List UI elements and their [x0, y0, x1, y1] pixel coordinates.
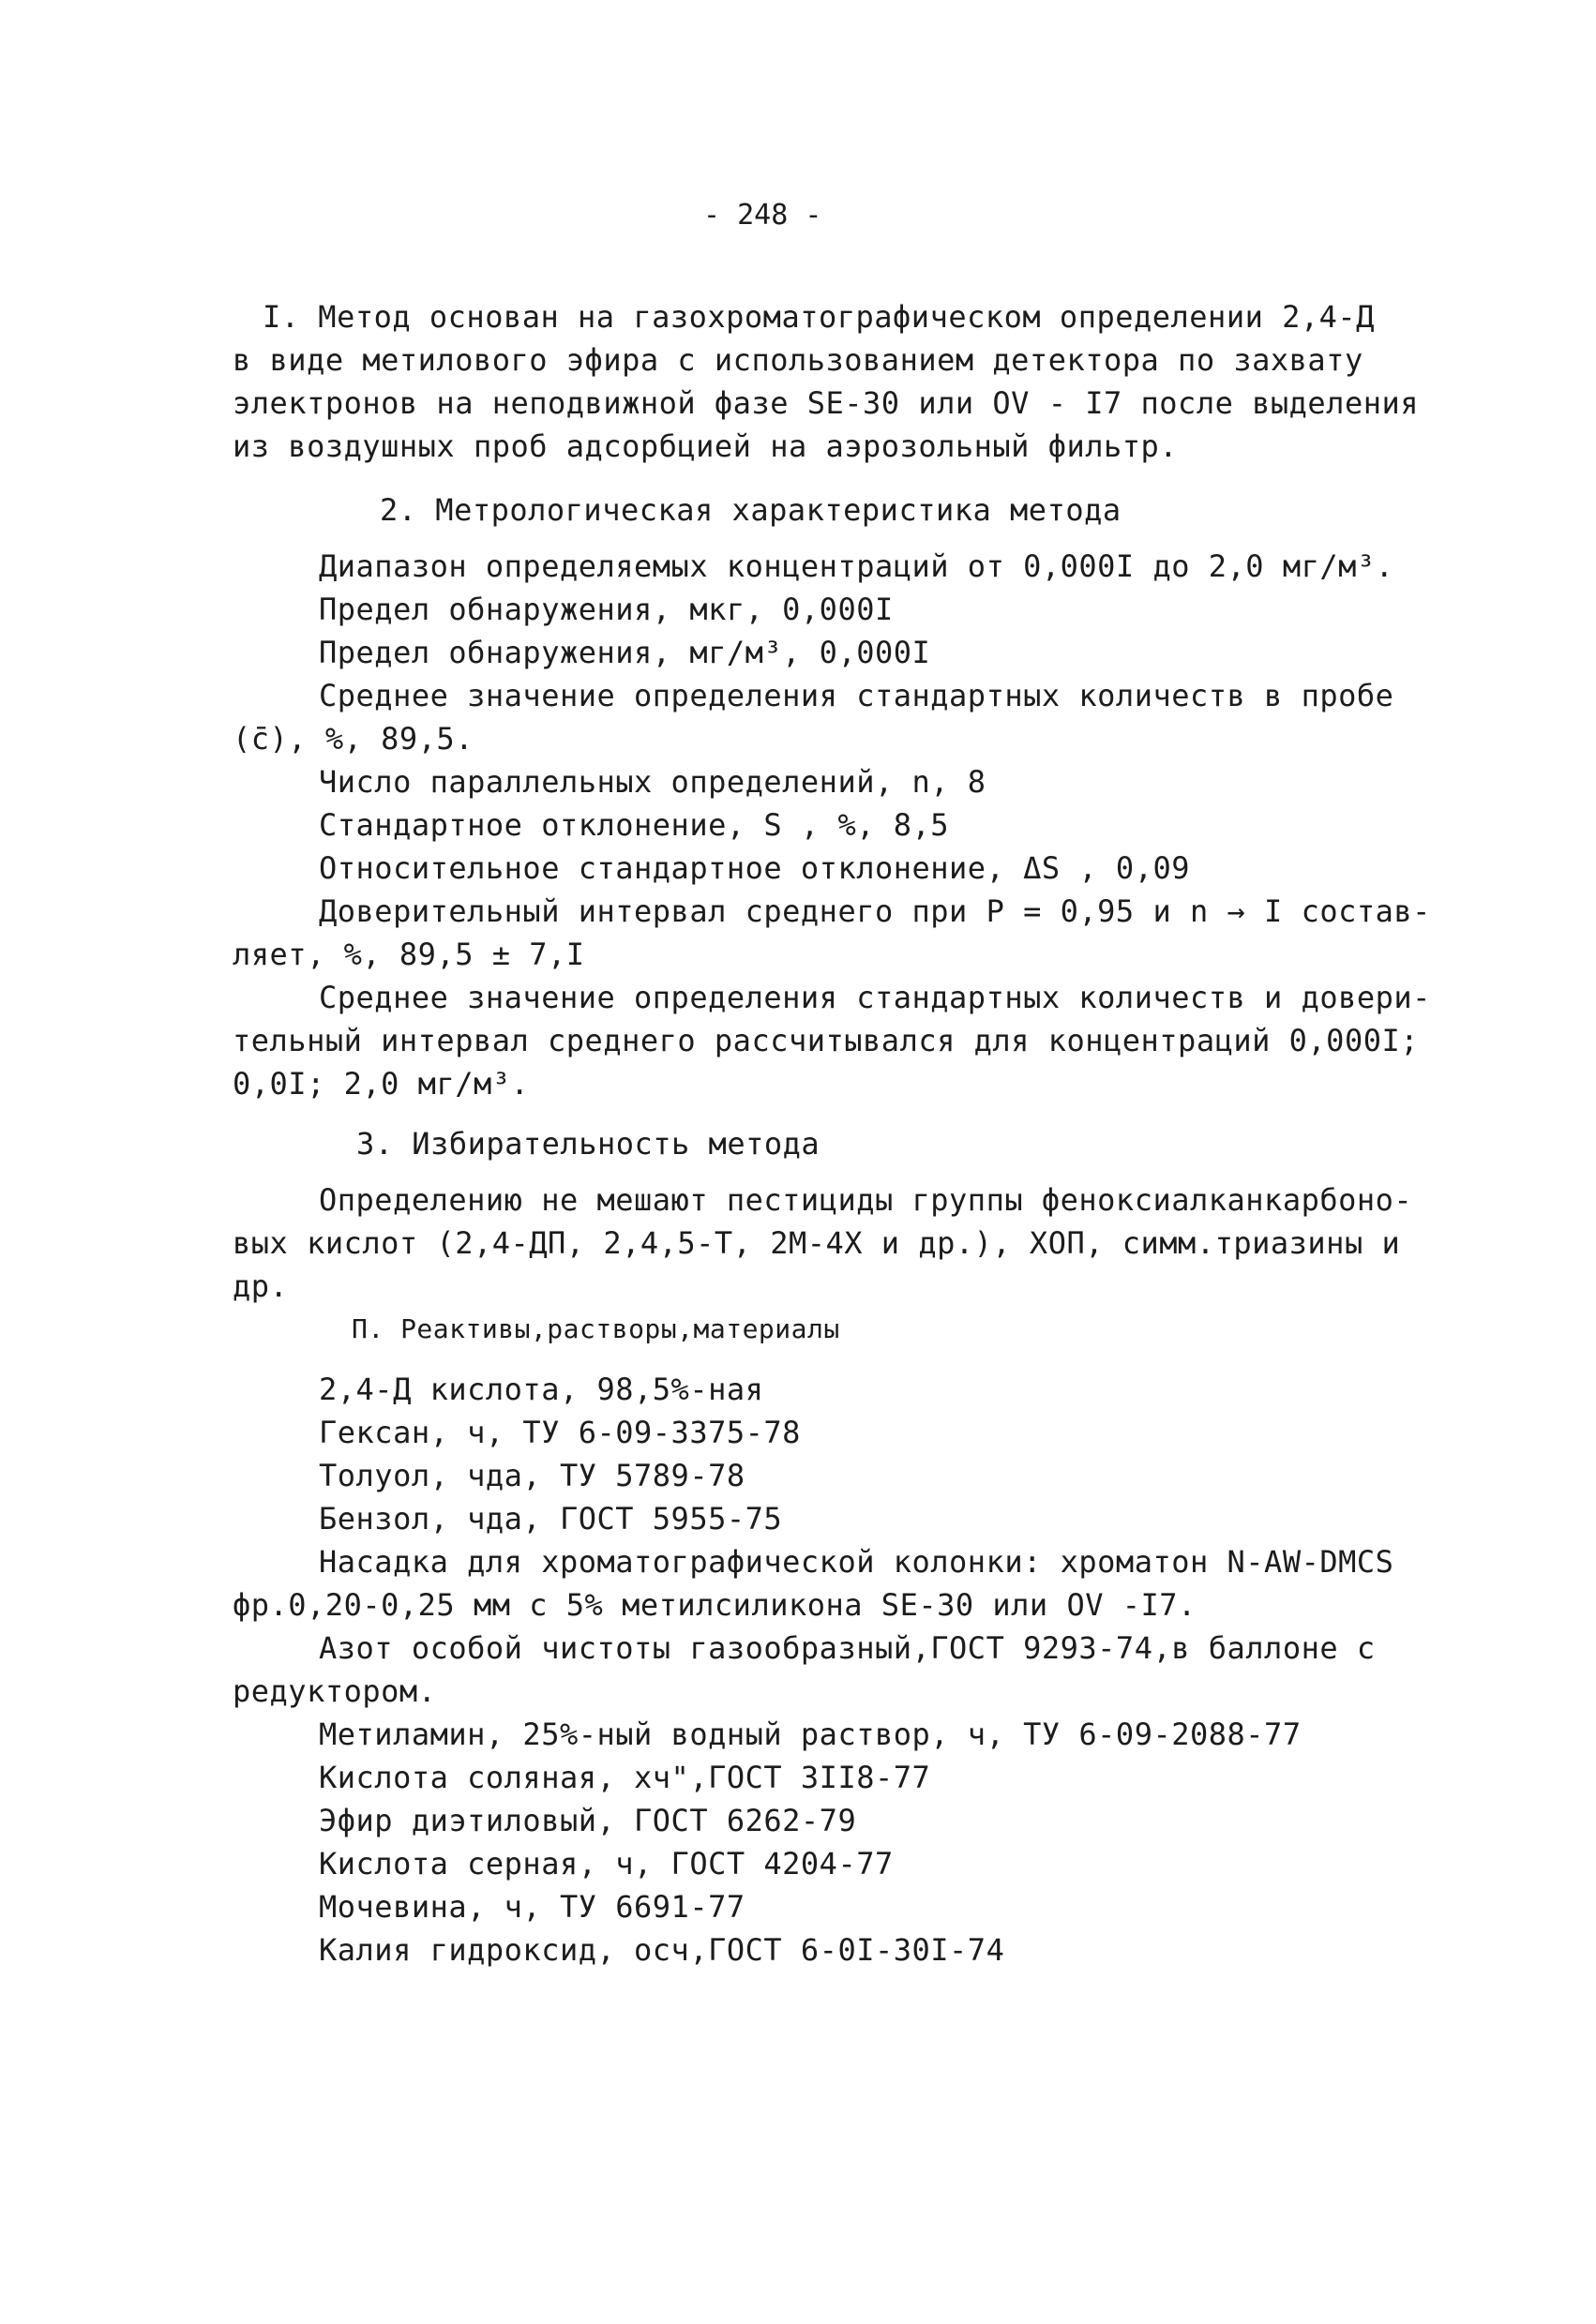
- calc-line2: тельный интервал среднего рассчитывался для концентраций 0,000I;: [233, 1023, 1419, 1058]
- page-number: - 248 -: [703, 199, 822, 232]
- range-line: Диапазон определяемых концентраций от 0,000I до 2,0 мг/м³.: [319, 548, 1394, 584]
- section3-line3: др.: [233, 1268, 289, 1304]
- reagent-item: Кислота соляная, хч",ГОСТ 3II8-77: [319, 1760, 931, 1795]
- reagent-item: 2,4-Д кислота, 98,5%-ная: [319, 1372, 764, 1407]
- reagent-item: Эфир диэтиловый, ГОСТ 6262-79: [319, 1803, 857, 1838]
- section3-line1: Определению не мешают пестициды группы феноксиалканкарбоно-: [319, 1182, 1413, 1218]
- reagent-item: Кислота серная, ч, ГОСТ 4204-77: [319, 1846, 894, 1882]
- conf-line1: Доверительный интервал среднего при P = 0,95 и n → I состав-: [319, 893, 1431, 929]
- rel-std-dev-line: Относительное стандартное отклонение, ΔS , 0,09: [319, 850, 1190, 886]
- reagent-item: Мочевина, ч, ТУ 6691-77: [319, 1889, 745, 1925]
- section3-heading: 3. Избирательность метода: [356, 1126, 821, 1162]
- limit-mgm3-line: Предел обнаружения, мг/м³, 0,000I: [319, 635, 931, 670]
- std-dev-line: Стандартное отклонение, S , %, 8,5: [319, 807, 950, 843]
- reagent-item: Насадка для хроматографической колонки: хроматон N-AW-DMCS: [319, 1544, 1394, 1580]
- reagent-item: Калия гидроксид, осч,ГОСТ 6-0I-30I-74: [319, 1932, 1005, 1968]
- section1-line3: электронов на неподвижной фазе SE-30 или OV - I7 после выделения: [233, 385, 1419, 421]
- reagent-item: Толуол, чда, ТУ 5789-78: [319, 1458, 745, 1493]
- mean-line2: (c̄), %, 89,5.: [233, 721, 474, 757]
- section1-line2: в виде метилового эфира с использованием детектора по захвату: [233, 342, 1363, 378]
- section2-heading: 2. Метрологическая характеристика метода: [380, 492, 1122, 528]
- calc-line1: Среднее значение определения стандартных количеств и довери-: [319, 980, 1431, 1015]
- reagent-item: Бензол, чда, ГОСТ 5955-75: [319, 1501, 783, 1537]
- parallel-line: Число параллельных определений, n, 8: [319, 764, 986, 800]
- reagent-item: фр.0,20-0,25 мм с 5% метилсиликона SE-30 или OV -I7.: [233, 1587, 1197, 1623]
- conf-line2: ляет, %, 89,5 ± 7,I: [233, 937, 585, 972]
- section1-line1: I. Метод основан на газохроматографическом определении 2,4-Д: [263, 299, 1375, 335]
- section1-line4: из воздушных проб адсорбцией на аэрозольный фильтр.: [233, 428, 1179, 464]
- reagent-item: Азот особой чистоты газообразный,ГОСТ 9293-74,в баллоне с: [319, 1630, 1376, 1666]
- limit-mkg-line: Предел обнаружения, мкг, 0,000I: [319, 592, 894, 627]
- calc-line3: 0,0I; 2,0 мг/м³.: [233, 1066, 530, 1102]
- reagent-item: Гексан, ч, ТУ 6-09-3375-78: [319, 1415, 801, 1450]
- section3-line2: вых кислот (2,4-ДП, 2,4,5-Т, 2М-4Х и др.), ХОП, симм.триазины и: [233, 1225, 1401, 1261]
- reagent-item: Метиламин, 25%-ный водный раствор, ч, ТУ 6-09-2088-77: [319, 1717, 1302, 1752]
- reagent-item: редуктором.: [233, 1673, 437, 1709]
- mean-line1: Среднее значение определения стандартных количеств в пробе: [319, 678, 1394, 713]
- reagents-heading: П. Реактивы,растворы,материалы: [352, 1313, 840, 1344]
